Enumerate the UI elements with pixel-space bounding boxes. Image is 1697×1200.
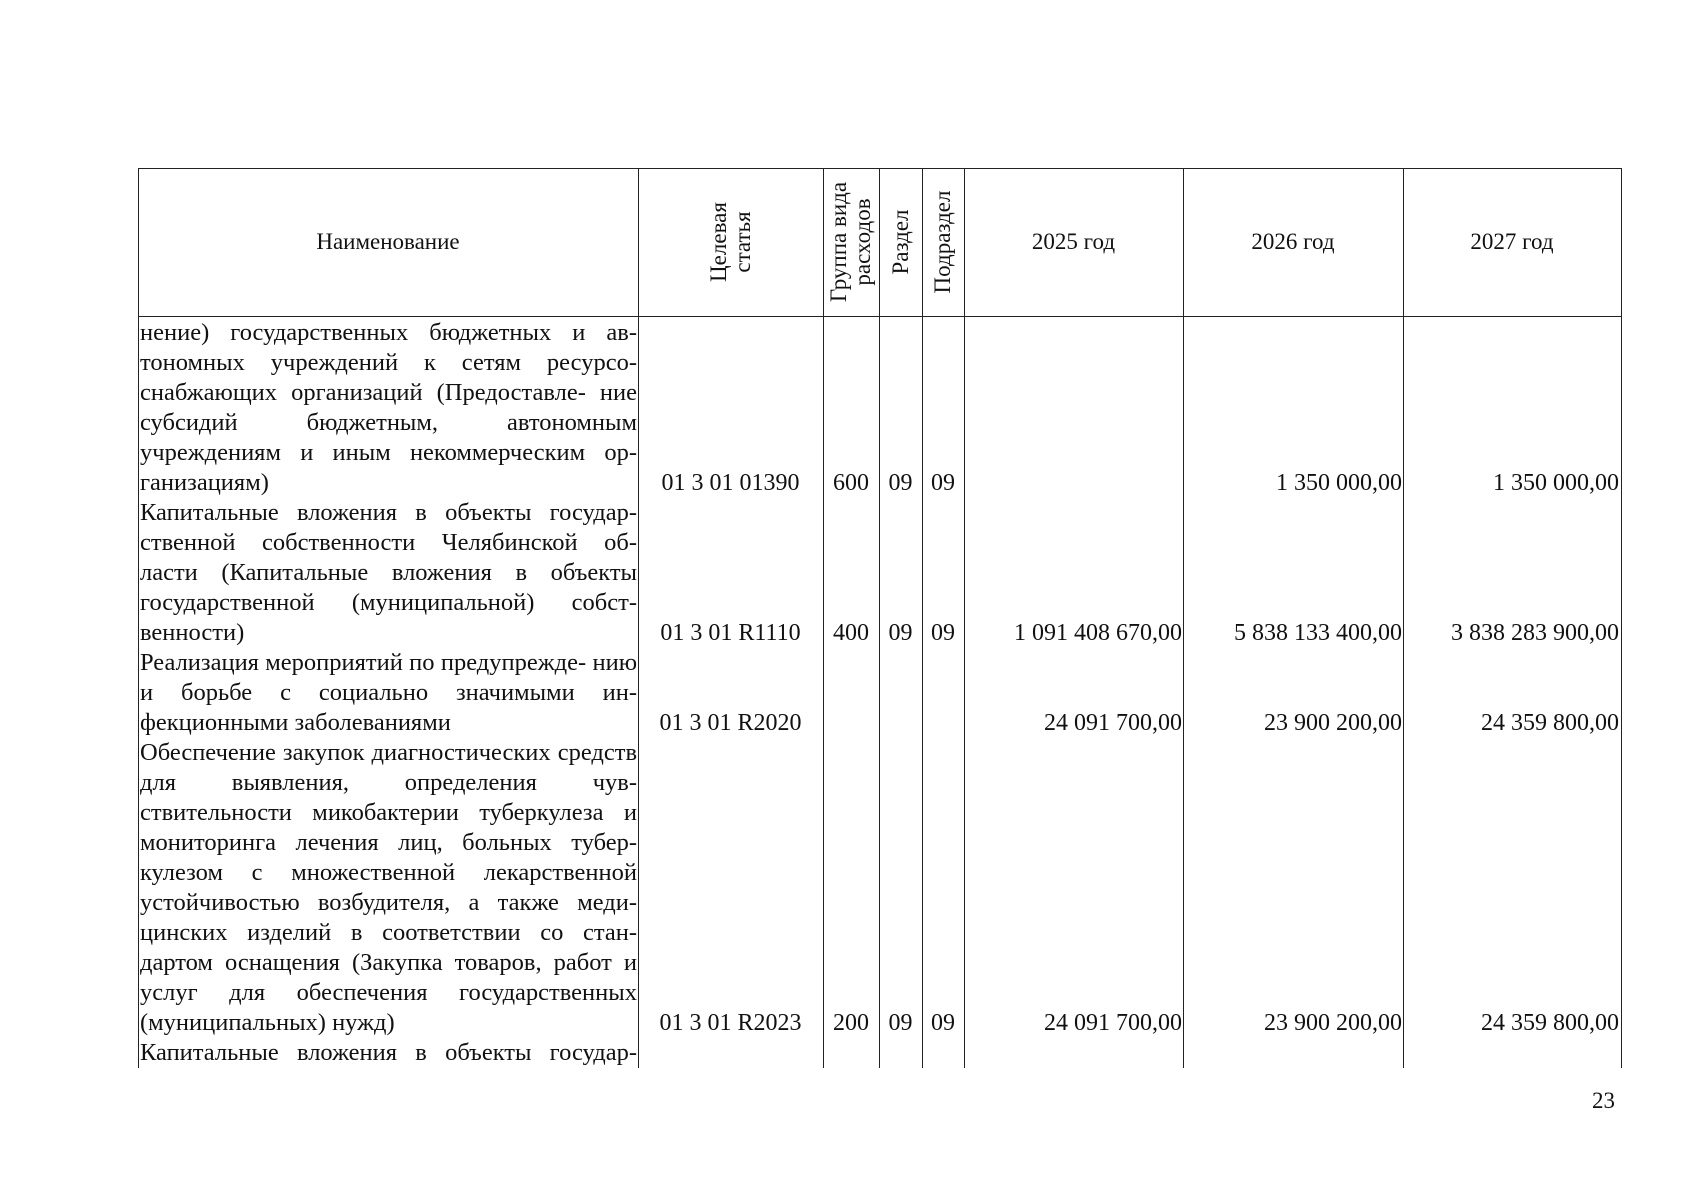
row-name-2: Реализация мероприятий по предупрежде- нию и борьбе с социально значимыми ин- фекционными заболеваниями [140, 649, 637, 736]
row-3-section: 09 [888, 1010, 913, 1036]
name-column [140, 318, 637, 1068]
row-0-group: 600 [833, 470, 869, 496]
col-border [1621, 168, 1622, 1068]
header-2025: 2025 год [1031, 229, 1116, 254]
row-3-2026: 23 900 200,00 [1264, 1010, 1402, 1036]
row-3-code: 01 3 01 R2023 [659, 1010, 802, 1036]
row-1-2025: 1 091 408 670,00 [1014, 620, 1182, 646]
row-0-code: 01 3 01 01390 [661, 470, 800, 496]
header-subsection: Подраздел [930, 190, 955, 294]
header-name: Наименование [316, 229, 460, 254]
row-1-subsection: 09 [931, 620, 955, 646]
header-2026: 2026 год [1251, 229, 1335, 254]
row-1-section: 09 [888, 620, 913, 646]
row-name-0: нение) государственных бюджетных и ав- тономных учреждений к сетям ресурсо- снабжающих организаций (Предоставле- ние субсидий бюджетным, автономным учреждениям и иным некоммерческим ор- ганизациям) [140, 319, 637, 496]
row-2-2025: 24 091 700,00 [1044, 710, 1182, 736]
row-0-2027: 1 350 000,00 [1493, 470, 1619, 496]
row-1-code: 01 3 01 R1110 [660, 620, 801, 646]
page-number: 23 [1592, 1088, 1615, 1113]
row-name-3: Обеспечение закупок диагностических средств для выявления, определения чув- ствительности микобактерии туберкулеза и мониторинга лечения лиц, больных тубер- кулезом с множественной лекарственной устойчивостью возбудителя, а также меди- цинских изделий в соответствии со стан- дартом оснащения (Закупка товаров, работ и услуг для обеспечения государственных (муниципальных) нужд) [140, 739, 638, 1036]
header-expense-group: Группа вида расходов [826, 181, 875, 303]
row-name-4-partial: Капитальные вложения в объекты государ- [140, 1039, 637, 1066]
row-2-code: 01 3 01 R2020 [659, 710, 802, 736]
header-bottom-border [138, 316, 1622, 317]
budget-table [138, 168, 1622, 1068]
header-target-article: Целевая статья [705, 202, 755, 282]
row-1-2027: 3 838 283 900,00 [1451, 620, 1619, 646]
row-1-group: 400 [833, 620, 869, 646]
row-3-2025: 24 091 700,00 [1044, 1010, 1182, 1036]
row-0-section: 09 [888, 470, 913, 496]
row-3-subsection: 09 [931, 1010, 955, 1036]
header-2027: 2027 год [1470, 229, 1554, 254]
row-0-subsection: 09 [931, 470, 955, 496]
row-2-2026: 23 900 200,00 [1264, 710, 1402, 736]
row-3-2027: 24 359 800,00 [1481, 1010, 1619, 1036]
row-0-2026: 1 350 000,00 [1276, 470, 1402, 496]
row-name-1: Капитальные вложения в объекты государ- ственной собственности Челябинской об- ласти (Капитальные вложения в объекты государственной (муниципальной) собст- венности) [140, 499, 637, 646]
row-1-2026: 5 838 133 400,00 [1234, 620, 1402, 646]
row-2-2027: 24 359 800,00 [1481, 710, 1619, 736]
row-3-group: 200 [833, 1010, 869, 1036]
header-section: Раздел [887, 209, 913, 275]
